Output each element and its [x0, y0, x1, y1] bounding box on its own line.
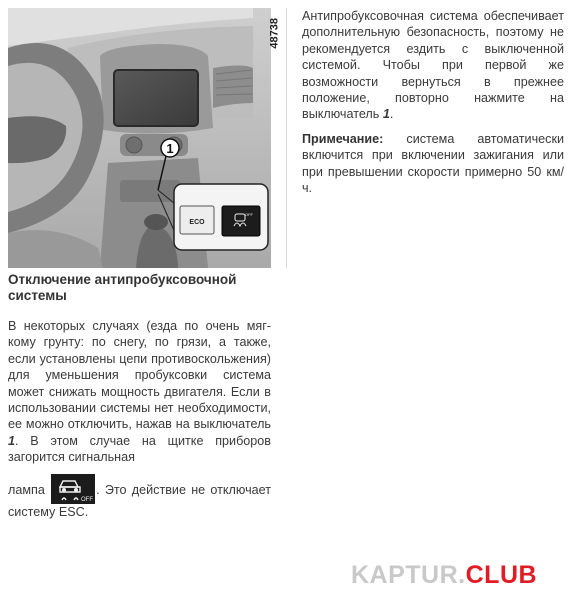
logo-part-1: KAPTUR: [351, 561, 459, 589]
logo-dot: .: [458, 561, 466, 589]
lamp-suffix: . Это действие не отключает систему ESC.: [8, 482, 271, 519]
switch-reference: 1: [8, 433, 16, 448]
figure-number: 48738: [269, 18, 281, 49]
note-label: Примечание:: [302, 131, 384, 146]
left-column: [8, 272, 271, 520]
switch-off-label: OFF: [245, 212, 253, 217]
dashboard-drawing: [8, 8, 271, 268]
note-paragraph: [302, 131, 564, 197]
right-paragraph-1-end: .: [389, 107, 394, 122]
dashboard-illustration: [8, 8, 281, 268]
kaptur-club-logo: [351, 561, 537, 590]
lamp-paragraph: [8, 474, 271, 520]
lamp-prefix: лампа: [8, 482, 45, 497]
main-paragraph: [8, 318, 271, 466]
right-paragraph-1-text: Антипробуксовочная система обеспечивает дополнительную безопасность, поэтому не рекомендуется ездить с выключенной системой. Чтобы при первой же возможности вернуться в прежнее положение, повторно нажмите на выключатель: [302, 9, 564, 122]
right-column: [302, 8, 564, 196]
traction-control-off-icon: [51, 474, 95, 504]
section-title: Отключение антипробуксовочной системы: [8, 272, 237, 303]
logo-part-2: CLUB: [465, 561, 538, 589]
right-paragraph-1: [302, 8, 564, 123]
column-divider: [286, 8, 287, 268]
lamp-off-label: OFF: [81, 496, 94, 503]
eco-button-label: ECO: [189, 219, 205, 226]
note-text: система автоматически включится при включении зажигания или при превышении скорости примерно 50 км/ч.: [302, 131, 564, 196]
right-switch-reference: 1: [382, 107, 390, 122]
callout-number: 1: [166, 141, 174, 156]
main-paragraph-end: . В этом случае на щитке приборов загорится сигнальная: [8, 433, 271, 465]
main-paragraph-text: В некоторых случаях (езда по очень мяг-кому грунту: по снегу, по грязи, а также, если установлены цепи противоскольжения) для уменьшения пробуксовки система может снижать мощность двигателя. Если в использовании системы нет необходимости, ее можно отключить, нажав на выключатель: [8, 319, 271, 432]
